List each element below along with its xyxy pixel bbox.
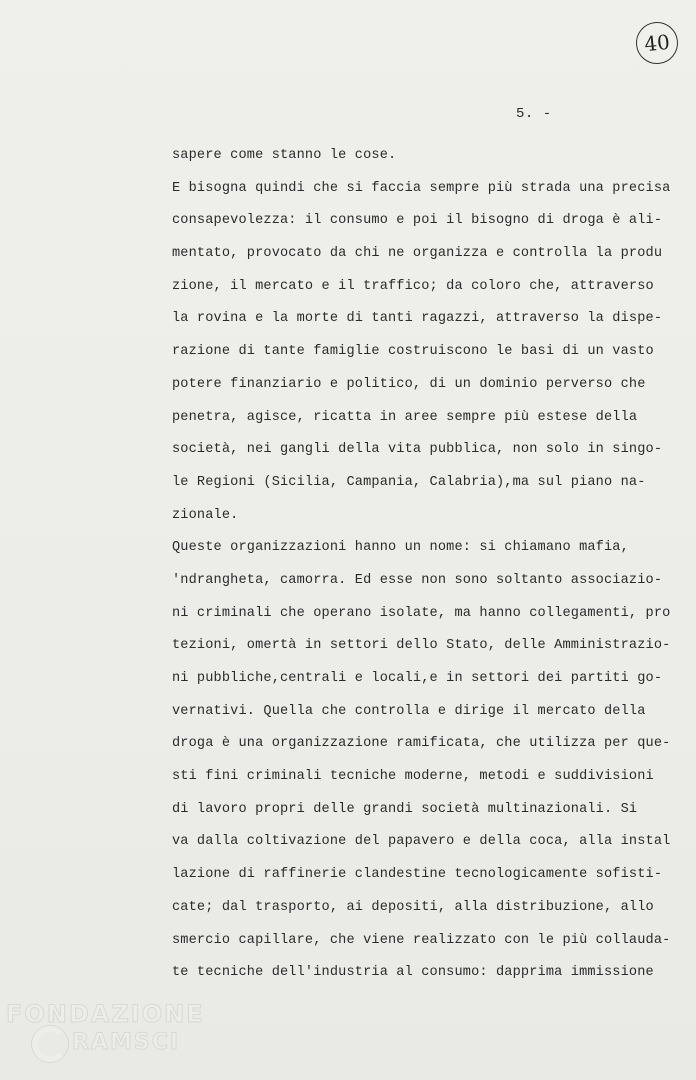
text-line: Queste organizzazioni hanno un nome: si chiamano mafia, bbox=[172, 540, 629, 556]
text-line: 'ndrangheta, camorra. Ed esse non sono soltanto associazio- bbox=[172, 572, 663, 588]
text-line: le Regioni (Sicilia, Campania, Calabria),ma sul piano na- bbox=[172, 474, 646, 490]
text-line: sti fini criminali tecniche moderne, metodi e suddivisioni bbox=[172, 769, 654, 785]
text-line: consapevolezza: il consumo e poi il bisogno di droga è ali- bbox=[172, 213, 663, 229]
text-line: razione di tante famiglie costruiscono le basi di un vasto bbox=[172, 344, 654, 360]
text-line: ni pubbliche,centrali e locali,e in settori dei partiti go- bbox=[172, 671, 663, 686]
text-line: E bisogna quindi che si faccia sempre più strada una precisa bbox=[172, 180, 671, 196]
text-line: sapere come stanno le cose. bbox=[172, 148, 397, 163]
page-number: 5. - bbox=[516, 106, 552, 122]
text-line: la rovina e la morte di tanti ragazzi, attraverso la dispe- bbox=[172, 311, 663, 327]
watermark-g-logo-icon bbox=[32, 1026, 68, 1062]
watermark-line-1: FONDAZIONE bbox=[6, 1000, 205, 1028]
text-line: te tecniche dell'industria al consumo: dapprima immissione bbox=[172, 965, 654, 981]
archive-number-stamp bbox=[634, 20, 680, 66]
text-line: zionale. bbox=[172, 507, 239, 523]
text-line: società, nei gangli della vita pubblica, non solo in singo- bbox=[172, 442, 663, 458]
text-line: va dalla coltivazione del papavero e della coca, alla instal bbox=[172, 834, 671, 850]
text-line: lazione di raffinerie clandestine tecnologicamente sofisti- bbox=[172, 867, 663, 883]
text-line: cate; dal trasporto, ai depositi, alla distribuzione, allo bbox=[172, 899, 654, 915]
text-line: droga è una organizzazione ramificata, che utilizza per que- bbox=[172, 736, 671, 752]
text-line: ni criminali che operano isolate, ma hanno collegamenti, pro bbox=[172, 605, 671, 621]
fondazione-gramsci-watermark bbox=[6, 1000, 206, 1070]
watermark-line-2: RAMSCI bbox=[72, 1030, 181, 1055]
archive-number-text: 40 bbox=[643, 29, 671, 57]
text-line: tezioni, omertà in settori dello Stato, delle Amministrazio- bbox=[172, 638, 671, 654]
text-line: zione, il mercato e il traffico; da coloro che, attraverso bbox=[172, 278, 654, 294]
text-line: potere finanziario e politico, di un dominio perverso che bbox=[172, 376, 646, 392]
text-line: penetra, agisce, ricatta in aree sempre più estese della bbox=[172, 409, 638, 425]
body-text bbox=[172, 140, 672, 990]
text-line: vernativi. Quella che controlla e dirige il mercato della bbox=[172, 703, 646, 719]
text-line: di lavoro propri delle grandi società multinazionali. Si bbox=[172, 801, 638, 817]
text-line: smercio capillare, che viene realizzato con le più collauda- bbox=[172, 932, 671, 948]
text-line: mentato, provocato da chi ne organizza e controlla la produ bbox=[172, 246, 663, 262]
